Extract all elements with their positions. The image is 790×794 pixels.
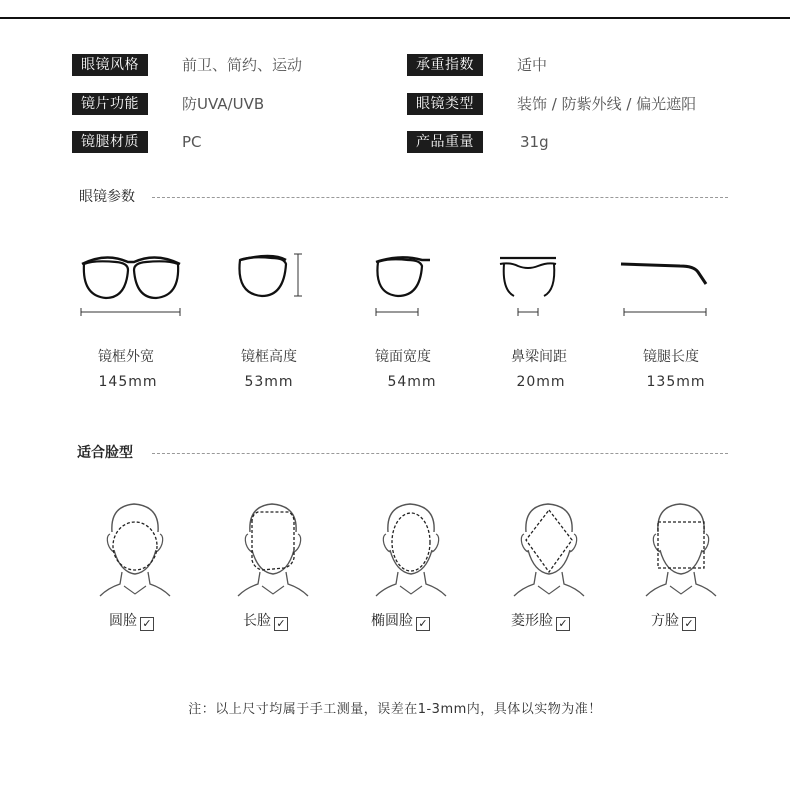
measurement-note: 注：以上尺寸均属于手工测量，误差在1-3mm内，具体以实物为准！ (188, 702, 602, 717)
param-value: 135mm (646, 374, 706, 390)
spec-label: 眼镜类型 (407, 93, 483, 115)
spec-value: 前卫、简约、运动 (182, 56, 303, 74)
spec-label: 承重指数 (407, 54, 483, 76)
check-icon: ✓ (274, 617, 288, 631)
spec-label: 眼镜风格 (72, 54, 148, 76)
face-label-text: 圆脸 (109, 613, 137, 629)
round-face-icon (98, 500, 172, 600)
spec-label: 镜腿材质 (72, 131, 148, 153)
face-label-oval (371, 611, 430, 631)
faces-section-title: 适合脸型 (77, 445, 133, 461)
diamond-face-icon (512, 500, 586, 600)
param-value: 20mm (516, 374, 566, 390)
param-label: 镜框高度 (241, 349, 297, 365)
params-section-title: 眼镜参数 (79, 189, 135, 205)
spec-value: 装饰 / 防紫外线 / 偏光遮阳 (517, 95, 697, 113)
param-label: 镜面宽度 (375, 349, 431, 365)
param-label: 鼻梁间距 (511, 349, 567, 365)
faces-section-divider (152, 453, 728, 454)
oval-face-icon (374, 500, 448, 600)
frame-height-icon (232, 250, 307, 300)
face-label-text: 椭圆脸 (371, 613, 413, 629)
check-icon: ✓ (416, 617, 430, 631)
check-icon: ✓ (140, 617, 154, 631)
params-section-divider (152, 197, 728, 198)
face-label-diamond (511, 611, 570, 631)
spec-value: 31g (520, 133, 549, 151)
face-label-text: 方脸 (651, 613, 679, 629)
param-label: 镜框外宽 (98, 349, 154, 365)
check-icon: ✓ (556, 617, 570, 631)
top-divider (0, 17, 790, 19)
param-value: 145mm (98, 374, 158, 390)
spec-value: 适中 (517, 56, 548, 74)
frame-width-icon (76, 250, 186, 320)
spec-value: 防UVA/UVB (182, 95, 265, 113)
face-label-long (243, 611, 288, 631)
bridge-width-icon (498, 250, 560, 320)
long-face-icon (236, 500, 310, 600)
lens-width-icon (370, 250, 435, 320)
spec-value: PC (182, 133, 202, 151)
temple-length-icon (618, 250, 713, 320)
check-icon: ✓ (682, 617, 696, 631)
spec-label: 产品重量 (407, 131, 483, 153)
face-label-text: 长脸 (243, 613, 271, 629)
face-label-round (109, 611, 154, 631)
param-value: 54mm (387, 374, 437, 390)
square-face-icon (644, 500, 718, 600)
param-value: 53mm (244, 374, 294, 390)
face-label-square (651, 611, 696, 631)
face-label-text: 菱形脸 (511, 613, 553, 629)
param-label: 镜腿长度 (643, 349, 699, 365)
spec-label: 镜片功能 (72, 93, 148, 115)
